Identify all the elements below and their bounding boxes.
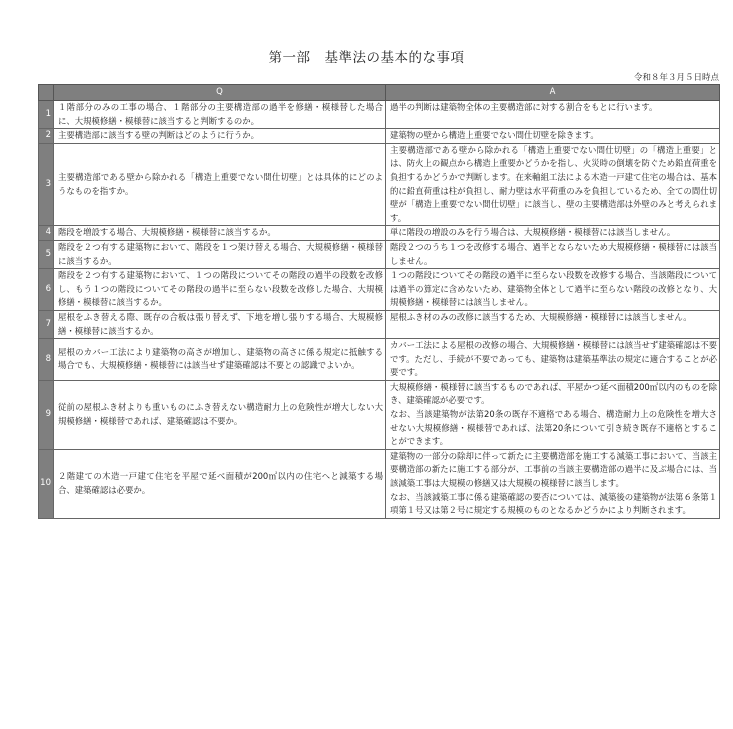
- table-row: [39, 226, 720, 241]
- row-number: 2: [39, 129, 54, 144]
- header-num: [39, 85, 54, 101]
- answer-cell: 建築物の一部分の除却に伴って新たに主要構造部を施工する減築工事において、当該主要構造部の新たに施工する部分が、工事前の当該主要構造部の過半に及ぶ場合には、当該減築工事は大規模の修繕又は大規模の模様替に該当します。 なお、当該減築工事に係る建築確認の要否については、減築後の建築物が法第６条第１項第１号又は第２号に規定する規模のものとなるかどうかにより判断されます。: [386, 449, 720, 518]
- row-number: 10: [39, 449, 54, 518]
- row-number: 1: [39, 101, 54, 129]
- header-row: [39, 85, 720, 101]
- question-cell: 階段を２つ有する建築物において、１つの階段についてその階段の過半の段数を改修し、もう１つの階段についてその階段の過半に至らない段数を改修した場合、大規模修繕・模様替に該当するか。: [54, 269, 386, 311]
- answer-cell: 建築物の壁から構造上重要でない間仕切壁を除きます。: [386, 129, 720, 144]
- row-number: 6: [39, 269, 54, 311]
- qa-table-body: [39, 101, 720, 519]
- row-number: 5: [39, 240, 54, 268]
- question-cell: 従前の屋根ふき材よりも重いものにふき替えない構造耐力上の危険性が増大しない大規模修繕・模様替であれば、建築確認は不要か。: [54, 380, 386, 449]
- answer-cell: １つの階段についてその階段の過半に至らない段数を改修する場合、当該階段については過半の算定に含めないため、建築物全体として過半に至らない階段の改修となり、大規模修繕・模様替には該当しません。: [386, 269, 720, 311]
- table-row: [39, 449, 720, 518]
- table-row: [39, 380, 720, 449]
- question-cell: １階部分のみの工事の場合、１階部分の主要構造部の過半を修繕・模様替した場合に、大規模修繕・模様替に該当すると判断するのか。: [54, 101, 386, 129]
- table-row: [39, 339, 720, 381]
- row-number: 3: [39, 143, 54, 226]
- answer-cell: 主要構造部である壁から除かれる「構造上重要でない間仕切壁」の「構造上重要」とは、防火上の観点から構造上重要かどうかを指し、火災時の倒壊を防ぐため鉛直荷重を負担するかどうかで判断します。在来軸組工法による木造一戸建て住宅の場合は、基本的に鉛直荷重は柱が負担し、耐力壁は水平荷重のみを負担しているため、全ての間仕切壁が「構造上重要でない間仕切壁」に該当し、壁の主要構造部は外壁のみと考えられます。: [386, 143, 720, 226]
- question-cell: 主要構造部である壁から除かれる「構造上重要でない間仕切壁」とは具体的にどのようなものを指すか。: [54, 143, 386, 226]
- question-cell: 階段を２つ有する建築物において、階段を１つ架け替える場合、大規模修繕・模様替に該当するか。: [54, 240, 386, 268]
- header-question: Q: [54, 85, 386, 101]
- question-cell: 主要構造部に該当する壁の判断はどのように行うか。: [54, 129, 386, 144]
- answer-cell: 階段２つのうち１つを改修する場合、過半とならないため大規模修繕・模様替には該当しません。: [386, 240, 720, 268]
- header-answer: A: [386, 85, 720, 101]
- answer-cell: 過半の判断は建築物全体の主要構造部に対する割合をもとに行います。: [386, 101, 720, 129]
- answer-cell: カバー工法による屋根の改修の場合、大規模修繕・模様替には該当せず建築確認は不要です。ただし、手続が不要であっても、建築物は建築基準法の規定に適合することが必要です。: [386, 339, 720, 381]
- row-number: 4: [39, 226, 54, 241]
- question-cell: 屋根をふき替える際、既存の合板は張り替えず、下地を増し張りする場合、大規模修繕・模様替に該当するか。: [54, 310, 386, 338]
- table-row: [39, 129, 720, 144]
- row-number: 9: [39, 380, 54, 449]
- row-number: 7: [39, 310, 54, 338]
- as-of-date: 令和８年３月５日時点: [633, 73, 719, 83]
- table-row: [39, 101, 720, 129]
- table-row: [39, 240, 720, 268]
- answer-cell: 単に階段の増設のみを行う場合は、大規模修繕・模様替には該当しません。: [386, 226, 720, 241]
- question-cell: 屋根のカバー工法により建築物の高さが増加し、建築物の高さに係る規定に抵触する場合でも、大規模修繕・模様替には該当せず建築確認は不要との認識でよいか。: [54, 339, 386, 381]
- question-cell: ２階建ての木造一戸建て住宅を平屋で延べ面積が200㎡以内の住宅へと減築する場合、建築確認は必要か。: [54, 449, 386, 518]
- answer-cell: 大規模修繕・模様替に該当するものであれば、平屋かつ延べ面積200㎡以内のものを除き、建築確認が必要です。 なお、当該建築物が法第20条の既存不適格である場合、構造耐力上の危険性を増大させない大規模修繕・模様替であれば、法第20条について引き続き既存不適格とすることができます。: [386, 380, 720, 449]
- row-number: 8: [39, 339, 54, 381]
- table-row: [39, 269, 720, 311]
- question-cell: 階段を増設する場合、大規模修繕・模様替に該当するか。: [54, 226, 386, 241]
- table-row: [39, 143, 720, 226]
- page-title: 第一部 基準法の基本的な事項: [268, 50, 465, 66]
- answer-cell: 屋根ふき材のみの改修に該当するため、大規模修繕・模様替には該当しません。: [386, 310, 720, 338]
- qa-table: [38, 84, 720, 519]
- table-row: [39, 310, 720, 338]
